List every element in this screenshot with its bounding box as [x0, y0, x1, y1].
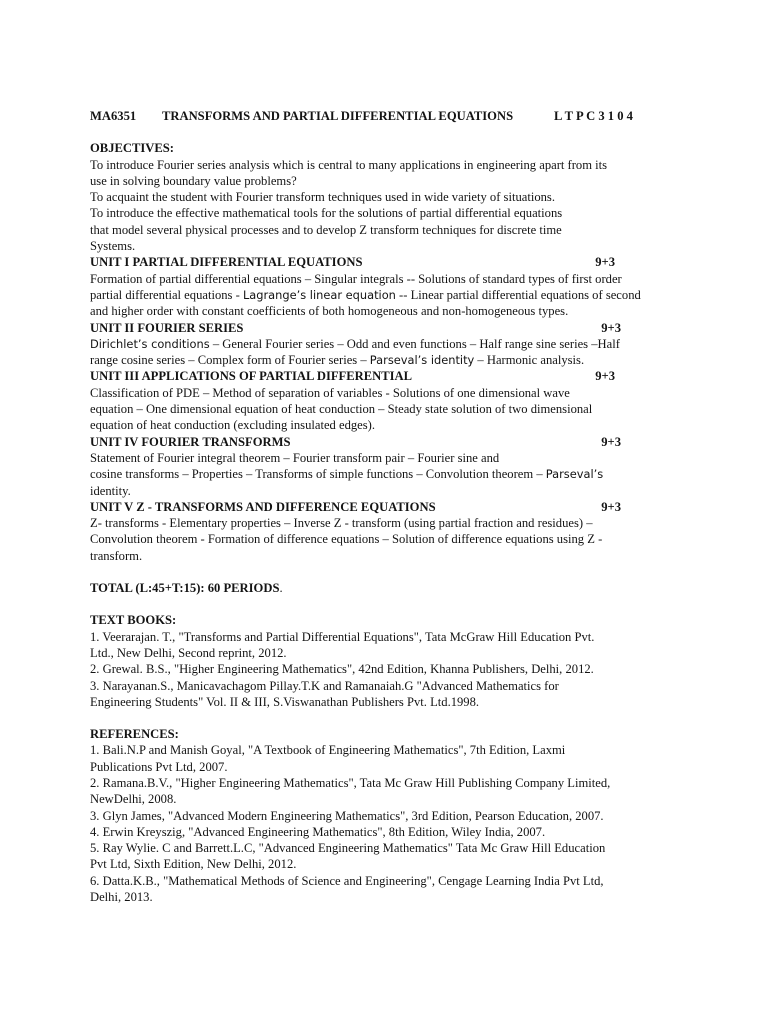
reference-line: Pvt Ltd, Sixth Edition, New Delhi, 2012.: [90, 857, 297, 872]
unit-text-line: Classification of PDE – Method of separation of variables - Solutions of one dimensional wave: [90, 385, 570, 400]
unit-title: UNIT V Z - TRANSFORMS AND DIFFERENCE EQUATIONS: [90, 499, 436, 514]
text-book-line: 3. Narayanan.S., Manicavachagom Pillay.T.K and Ramanaiah.G "Advanced Mathematics for: [90, 678, 559, 693]
unit-heading: [90, 368, 684, 384]
unit-text-line: Convolution theorem - Formation of difference equations – Solution of difference equations using Z -: [90, 532, 603, 547]
total-periods: [90, 580, 684, 596]
unit-1-section: [90, 254, 684, 319]
reference-line: 1. Bali.N.P and Manish Goyal, "A Textbook of Engineering Mathematics", 7th Edition, Laxmi: [90, 743, 566, 758]
total-label: TOTAL (L:45+T:15): 60 PERIODS: [90, 581, 280, 596]
unit-text-fragment: range cosine series – Complex form of Fourier series –: [90, 353, 370, 368]
unit-text-line: equation – One dimensional equation of heat conduction – Steady state solution of two dimensional: [90, 402, 593, 417]
unit-text-line: and higher order with constant coefficients of both homogeneous and non-homogeneous types.: [90, 304, 569, 319]
text-books-heading: TEXT BOOKS:: [90, 613, 177, 628]
unit-text-fragment: – General Fourier series – Odd and even functions – Half range sine series –Half: [209, 336, 620, 351]
text-book-line: 2. Grewal. B.S., "Higher Engineering Mathematics", 42nd Edition, Khanna Publishers, Delhi, 2012.: [90, 662, 594, 677]
unit-hours: 9+3: [595, 369, 615, 384]
text-book-line: Ltd., New Delhi, Second reprint, 2012.: [90, 645, 287, 660]
reference-line: Delhi, 2013.: [90, 890, 153, 905]
objectives-line: use in solving boundary value problems?: [90, 173, 297, 188]
unit-hours: 9+3: [601, 434, 621, 449]
unit-text-line: identity.: [90, 483, 131, 498]
unit-text-line: Formation of partial differential equations – Singular integrals -- Solutions of standard types of first order: [90, 271, 622, 286]
unit-text-line: [90, 336, 684, 352]
unit-text-line: Z- transforms - Elementary properties – Inverse Z - transform (using partial fraction and residues) –: [90, 516, 593, 531]
objectives-line: To introduce Fourier series analysis which is central to many applications in engineering apart from its: [90, 157, 608, 172]
unit-text-fragment: Parseval’s identity: [369, 353, 475, 368]
objectives-line: Systems.: [90, 239, 136, 254]
unit-3-section: [90, 368, 684, 433]
unit-text-fragment: Parseval’s: [545, 467, 604, 482]
reference-line: 6. Datta.K.B., "Mathematical Methods of Science and Engineering", Cengage Learning India Pvt Ltd,: [90, 873, 604, 888]
unit-text-line: [90, 352, 684, 368]
reference-line: 2. Ramana.B.V., "Higher Engineering Mathematics", Tata Mc Graw Hill Publishing Company Limited,: [90, 775, 611, 790]
unit-text-line: equation of heat conduction (excluding insulated edges).: [90, 418, 376, 433]
unit-2-section: [90, 320, 684, 369]
reference-line: NewDelhi, 2008.: [90, 792, 177, 807]
text-books-section: [90, 612, 684, 710]
unit-text-line: Statement of Fourier integral theorem – Fourier transform pair – Fourier sine and: [90, 450, 500, 465]
unit-text-fragment: – Harmonic analysis.: [474, 353, 585, 368]
objectives-line: To acquaint the student with Fourier transform techniques used in wide variety of situations.: [90, 190, 555, 205]
unit-text-line: [90, 466, 684, 482]
unit-title: UNIT III APPLICATIONS OF PARTIAL DIFFERENTIAL: [90, 369, 413, 384]
unit-hours: 9+3: [601, 499, 621, 514]
reference-line: 4. Erwin Kreyszig, "Advanced Engineering Mathematics", 8th Edition, Wiley India, 2007.: [90, 824, 546, 839]
syllabus-document: [90, 108, 684, 905]
objectives-heading: OBJECTIVES:: [90, 141, 174, 156]
unit-title: UNIT IV FOURIER TRANSFORMS: [90, 434, 291, 449]
unit-text-fragment: -- Linear partial differential equations of second: [395, 287, 641, 302]
unit-4-section: [90, 434, 684, 499]
unit-heading: [90, 499, 684, 515]
references-section: [90, 726, 684, 905]
reference-line: 3. Glyn James, "Advanced Modern Engineering Mathematics", 3rd Edition, Pearson Education, 2007.: [90, 808, 604, 823]
text-book-line: 1. Veerarajan. T., "Transforms and Partial Differential Equations", Tata McGraw Hill Education Pvt.: [90, 629, 595, 644]
course-code: MA6351: [90, 109, 137, 123]
unit-hours: 9+3: [595, 255, 615, 270]
objectives-line: To introduce the effective mathematical tools for the solutions of partial differential equations: [90, 206, 563, 221]
references-heading: REFERENCES:: [90, 727, 179, 742]
reference-line: Publications Pvt Ltd, 2007.: [90, 759, 228, 774]
course-ltpc: L T P C 3 1 0 4: [554, 109, 633, 123]
unit-text-fragment: cosine transforms – Properties – Transforms of simple functions – Convolution theorem –: [90, 467, 546, 482]
unit-hours: 9+3: [601, 320, 621, 335]
unit-text-fragment: Lagrange’s linear equation: [242, 287, 396, 302]
unit-heading: [90, 254, 684, 270]
text-book-line: Engineering Students" Vol. II & III, S.Viswanathan Publishers Pvt. Ltd.1998.: [90, 694, 480, 709]
reference-line: 5. Ray Wylie. C and Barrett.L.C, "Advanced Engineering Mathematics" Tata Mc Graw Hill Education: [90, 841, 606, 856]
total-suffix: .: [279, 581, 283, 596]
unit-text-line: [90, 287, 684, 303]
course-header: [90, 108, 684, 124]
unit-heading: [90, 434, 684, 450]
objectives-section: [90, 140, 684, 254]
unit-5-section: [90, 499, 684, 564]
objectives-line: that model several physical processes and to develop Z transform techniques for discrete time: [90, 222, 562, 237]
unit-text-fragment: Dirichlet’s conditions: [90, 336, 210, 351]
unit-text-line: transform.: [90, 548, 143, 563]
unit-text-fragment: partial differential equations -: [90, 287, 243, 302]
unit-title: UNIT II FOURIER SERIES: [90, 320, 244, 335]
unit-title: UNIT I PARTIAL DIFFERENTIAL EQUATIONS: [90, 255, 363, 270]
unit-heading: [90, 320, 684, 336]
course-title: TRANSFORMS AND PARTIAL DIFFERENTIAL EQUATIONS: [162, 109, 514, 123]
